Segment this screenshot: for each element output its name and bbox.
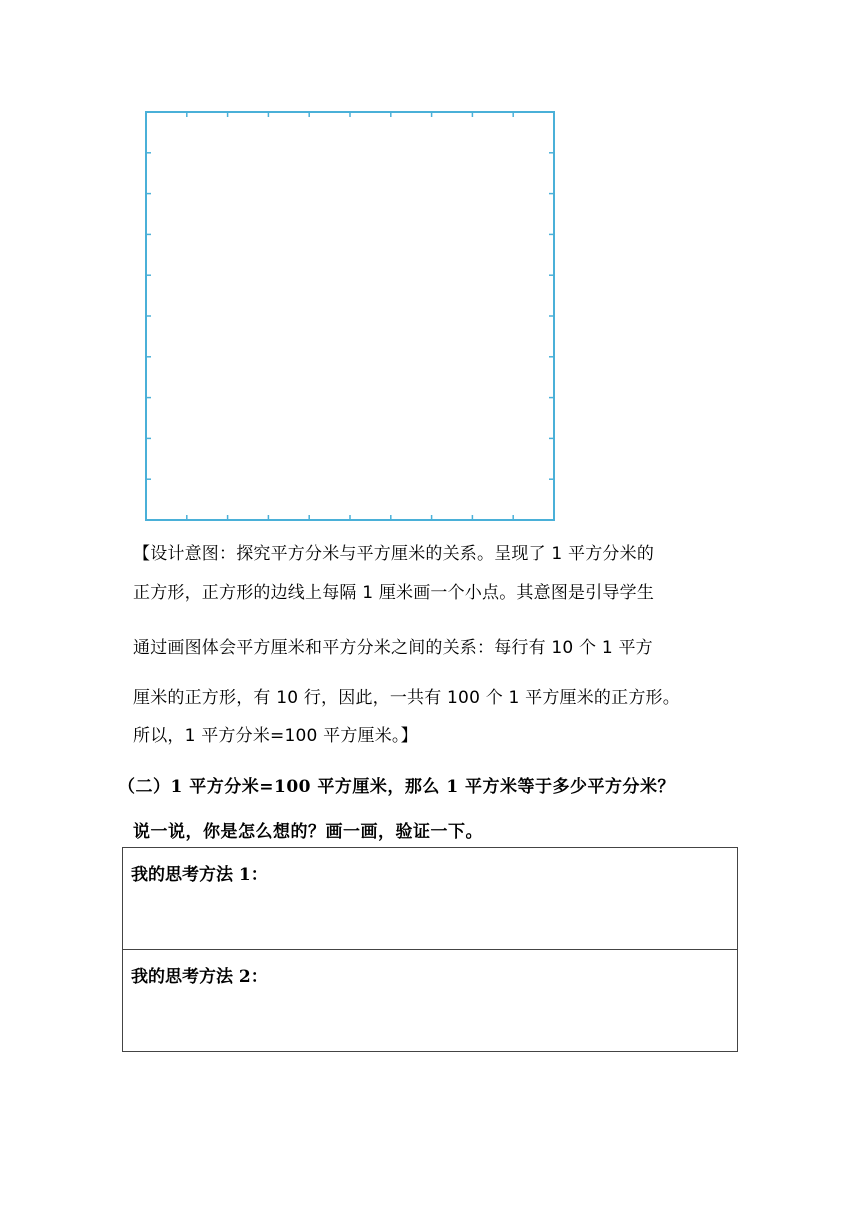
table-row	[123, 950, 738, 1052]
thinking-method-1-cell[interactable]	[123, 848, 738, 950]
design-intent-line-4: 厘米的正方形，有 10 行，因此，一共有 100 个 1 平方厘米的正方形。	[133, 688, 680, 708]
question-line-1: （二）1 平方分米=100 平方厘米，那么 1 平方米等于多少平方分米？	[118, 777, 676, 797]
square-grid-figure	[140, 100, 560, 530]
thinking-method-1-label: 我的思考方法 1：	[131, 865, 268, 885]
thinking-methods-table	[122, 847, 738, 1052]
design-intent-line-5: 所以，1 平方分米=100 平方厘米。】	[133, 726, 418, 746]
design-intent-line-2: 正方形，正方形的边线上每隔 1 厘米画一个小点。其意图是引导学生	[133, 583, 655, 603]
design-intent-line-1: 【设计意图：探究平方分米与平方厘米的关系。呈现了 1 平方分米的	[133, 544, 655, 564]
design-intent-line-3: 通过画图体会平方厘米和平方分米之间的关系：每行有 10 个 1 平方	[133, 638, 653, 658]
thinking-method-2-cell[interactable]	[123, 950, 738, 1052]
thinking-method-2-label: 我的思考方法 2：	[131, 967, 268, 987]
question-line-2: 说一说，你是怎么想的？画一画，验证一下。	[133, 822, 483, 842]
table-row	[123, 848, 738, 950]
square-outline	[146, 112, 554, 520]
